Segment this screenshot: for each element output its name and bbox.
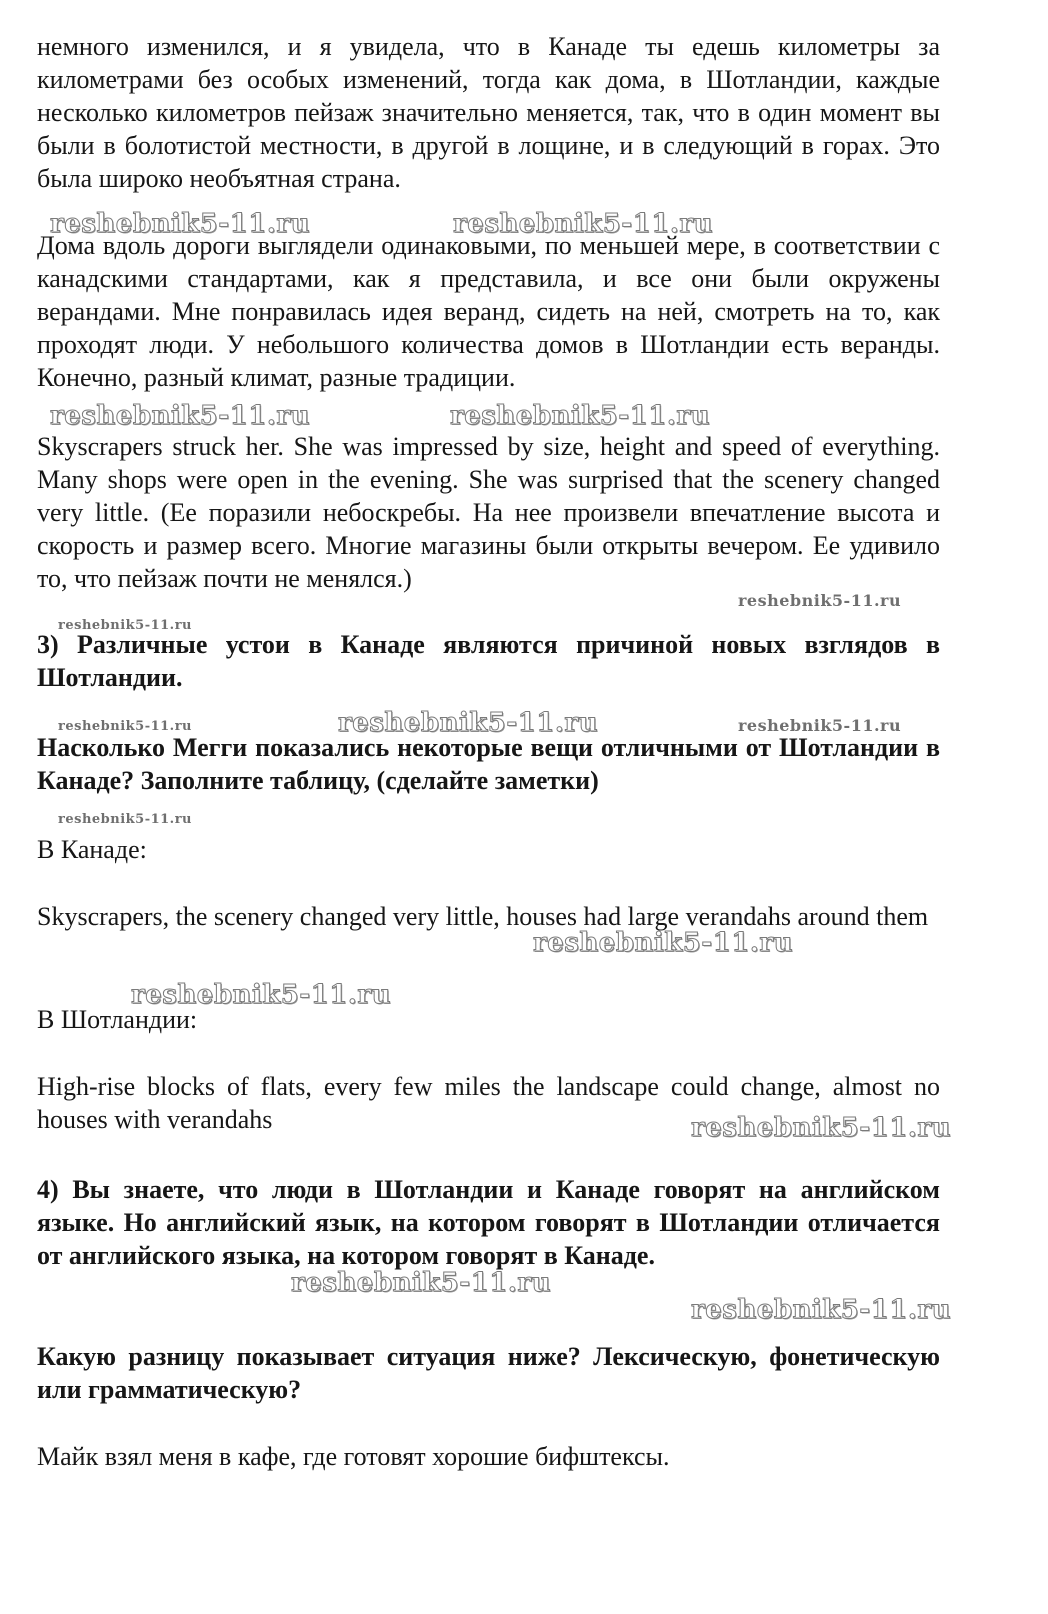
question-difference-type: Какую разницу показывает ситуация ниже? Лексическую, фонетическую или грамматическую?	[37, 1342, 940, 1404]
watermark: reshebnik5-11.ru	[338, 708, 599, 738]
watermark: reshebnik5-11.ru	[691, 1113, 952, 1143]
watermark: reshebnik5-11.ru	[691, 1295, 952, 1325]
watermark: reshebnik5-11.ru	[738, 591, 902, 610]
question-fill-table: Насколько Мегги показались некоторые вещи отличными от Шотландии в Канаде? Заполните таблицу, (сделайте заметки)	[37, 733, 940, 795]
watermark: reshebnik5-11.ru	[291, 1268, 552, 1298]
label-in-scotland: В Шотландии:	[37, 1005, 198, 1034]
watermark: reshebnik5-11.ru	[50, 209, 311, 239]
heading-task-3: 3) Различные устои в Канаде являются причиной новых взглядов в Шотландии.	[37, 630, 940, 692]
heading-task-4: 4) Вы знаете, что люди в Шотландии и Канаде говорят на английском языке. Но английский язык, на котором говорят в Шотландии отличается от английского языка, на котором говорят в Канаде.	[37, 1175, 940, 1270]
label-in-canada: В Канаде:	[37, 835, 147, 864]
watermark: reshebnik5-11.ru	[50, 401, 311, 431]
answer-canada: Skyscrapers, the scenery changed very little, houses had large verandahs around them	[37, 902, 929, 931]
example-sentence: Майк взял меня в кафе, где готовят хорошие бифштексы.	[37, 1442, 670, 1471]
paragraph-canada-landscape: немного изменился, и я увидела, что в Канаде ты едешь километры за километрами без особых изменений, тогда как дома, в Шотландии, каждые несколько километров пейзаж значительно меняется, так, что в один момент вы были в болотистой местности, в другой в лощине, и в следующий в горах. Это была широко необъятная страна.	[37, 32, 940, 193]
watermark: reshebnik5-11.ru	[450, 401, 711, 431]
paragraph-houses-verandahs: Дома вдоль дороги выглядели одинаковыми, по меньшей мере, в соответствии с канадскими стандартами, как я представила, и все они были окружены верандами. Мне понравилась идея веранд, сидеть на ней, смотреть на то, как проходят люди. У небольшого количества домов в Шотландии есть веранды. Конечно, разный климат, разные традиции.	[37, 231, 940, 392]
watermark: reshebnik5-11.ru	[453, 209, 714, 239]
watermark: reshebnik5-11.ru	[58, 618, 193, 633]
paragraph-skyscrapers: Skyscrapers struck her. She was impressed by size, height and speed of everything. Many shops were open in the evening. She was surprised that the scenery changed very little. (Ее поразили небоскребы. На нее произвели впечатление высота и скорость и размер всего. Многие магазины были открыты вечером. Ее удивило то, что пейзаж почти не менялся.)	[37, 432, 940, 593]
answer-scotland: High-rise blocks of flats, every few miles the landscape could change, almost no houses with verandahs	[37, 1072, 940, 1134]
watermark: reshebnik5-11.ru	[131, 980, 392, 1010]
watermark: reshebnik5-11.ru	[58, 719, 193, 734]
watermark: reshebnik5-11.ru	[738, 716, 902, 735]
watermark: reshebnik5-11.ru	[58, 812, 193, 827]
watermark: reshebnik5-11.ru	[533, 928, 794, 958]
